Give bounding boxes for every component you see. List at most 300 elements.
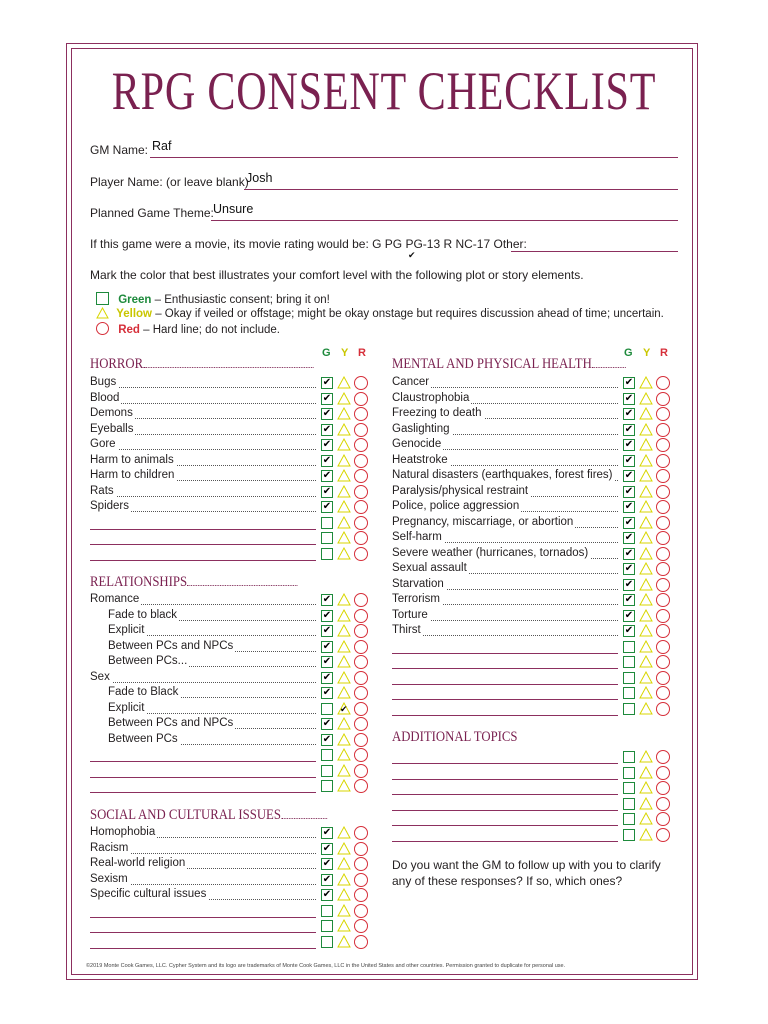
yellow-triangle-checkbox[interactable] — [639, 438, 653, 451]
yellow-triangle-checkbox[interactable] — [337, 935, 351, 948]
relationships-section-title — [90, 574, 298, 591]
yellow-triangle-checkbox[interactable] — [337, 547, 351, 560]
red-circle-checkbox[interactable] — [354, 593, 368, 607]
green-checkbox[interactable]: ✔ — [322, 640, 332, 652]
yellow-triangle-checkbox[interactable] — [337, 423, 351, 436]
red-circle-checkbox[interactable] — [656, 547, 670, 561]
item-label: Fade to Black — [108, 686, 179, 698]
green-square-icon — [96, 292, 109, 305]
yellow-triangle-icon — [96, 307, 109, 319]
gm-name-field[interactable] — [90, 139, 172, 157]
green-checkbox[interactable]: ✔ — [624, 609, 634, 621]
item-label: Police, police aggression — [392, 500, 520, 512]
item-label: Freezing to death — [392, 407, 482, 419]
red-circle-checkbox[interactable] — [656, 766, 670, 780]
red-circle-checkbox[interactable] — [656, 407, 670, 421]
yellow-triangle-checkbox[interactable] — [337, 516, 351, 529]
item-label: Cancer — [392, 376, 430, 388]
yellow-triangle-checkbox[interactable] — [639, 797, 653, 810]
blank-checklist-row — [392, 766, 673, 781]
item-label: Harm to children — [90, 469, 175, 481]
red-circle-checkbox[interactable] — [656, 812, 670, 826]
red-circle-checkbox[interactable] — [354, 873, 368, 887]
red-circle-checkbox[interactable] — [354, 640, 368, 654]
green-checkbox[interactable]: ✔ — [624, 470, 634, 481]
relationships-title-dots — [187, 585, 298, 586]
green-checkbox[interactable] — [623, 641, 635, 653]
movie-rating-field[interactable] — [90, 237, 527, 260]
checklist-row — [90, 655, 371, 670]
green-checkbox[interactable]: ✔ — [322, 842, 332, 854]
checklist-row — [90, 609, 371, 624]
item-label: Spiders — [90, 500, 129, 512]
yellow-triangle-checkbox[interactable] — [337, 609, 351, 622]
write-in-line[interactable] — [392, 779, 618, 780]
red-circle-checkbox[interactable] — [354, 779, 368, 793]
checklist-row — [392, 562, 673, 577]
red-circle-checkbox[interactable] — [656, 469, 670, 483]
checklist-row — [90, 500, 371, 515]
green-checkbox[interactable]: ✔ — [322, 687, 332, 698]
red-circle-checkbox[interactable] — [656, 531, 670, 545]
write-in-line[interactable] — [392, 699, 618, 700]
green-checkbox[interactable]: ✔ — [322, 485, 332, 497]
green-checkbox[interactable] — [321, 517, 333, 529]
red-circle-checkbox[interactable] — [656, 500, 670, 514]
yellow-triangle-checkbox[interactable] — [639, 624, 653, 637]
yellow-triangle-checkbox[interactable] — [639, 686, 653, 699]
checklist-row — [392, 392, 673, 407]
item-label: Sexual assault — [392, 562, 467, 574]
write-in-line[interactable] — [392, 715, 618, 716]
game-theme-label: Planned Game Theme: — [90, 206, 214, 220]
green-checkbox[interactable]: ✔ — [322, 827, 332, 838]
green-checkbox[interactable] — [321, 920, 333, 932]
green-checkbox[interactable]: ✔ — [322, 889, 332, 900]
write-in-line[interactable] — [392, 810, 618, 811]
red-circle-checkbox[interactable] — [354, 438, 368, 452]
green-checkbox[interactable] — [321, 703, 333, 715]
red-circle-checkbox[interactable] — [656, 671, 670, 685]
red-circle-checkbox[interactable] — [656, 423, 670, 437]
yellow-triangle-checkbox[interactable] — [639, 392, 653, 405]
green-checkbox[interactable]: ✔ — [624, 594, 634, 605]
write-in-line[interactable] — [392, 763, 618, 764]
yellow-triangle-checkbox[interactable] — [337, 624, 351, 637]
game-theme-line — [211, 206, 678, 221]
red-circle-checkbox[interactable] — [354, 500, 368, 514]
red-circle-checkbox[interactable] — [354, 671, 368, 685]
yellow-triangle-checkbox[interactable] — [639, 531, 653, 544]
right-header-g: G — [624, 347, 633, 359]
checklist-row — [90, 702, 371, 717]
yellow-triangle-checkbox[interactable] — [337, 686, 351, 699]
red-circle-checkbox[interactable] — [354, 935, 368, 949]
yellow-triangle-checkbox[interactable] — [639, 766, 653, 779]
red-circle-checkbox[interactable] — [656, 655, 670, 669]
yellow-triangle-checkbox[interactable] — [639, 578, 653, 591]
yellow-triangle-checkbox[interactable] — [639, 423, 653, 436]
yellow-triangle-checkbox[interactable] — [337, 842, 351, 855]
blank-checklist-row — [392, 797, 673, 812]
social-title-text: SOCIAL AND CULTURAL ISSUES — [90, 807, 281, 823]
green-checkbox[interactable] — [623, 751, 635, 763]
dotted-leader — [90, 449, 316, 450]
item-label: Gore — [90, 438, 116, 450]
yellow-triangle-checkbox[interactable] — [337, 531, 351, 544]
yellow-triangle-checkbox[interactable] — [337, 919, 351, 932]
red-circle-checkbox[interactable] — [354, 717, 368, 731]
green-checkbox[interactable]: ✔ — [322, 423, 332, 435]
red-circle-checkbox[interactable] — [656, 578, 670, 592]
yellow-triangle-checkbox[interactable] — [639, 407, 653, 420]
checklist-row — [392, 624, 673, 639]
item-label: Between PCs and NPCs — [108, 639, 234, 652]
write-in-line[interactable] — [392, 684, 618, 685]
left-header-g: G — [322, 347, 331, 359]
additional-section-title: ADDITIONAL TOPICS — [392, 729, 518, 745]
red-circle-checkbox[interactable] — [354, 531, 368, 545]
red-circle-checkbox[interactable] — [656, 562, 670, 576]
horror-section-title — [90, 356, 313, 373]
item-label: Starvation — [392, 577, 444, 590]
item-label: Claustrophobia — [392, 391, 470, 404]
checklist-row — [90, 423, 371, 438]
item-label: Between PCs — [108, 732, 178, 745]
yellow-triangle-checkbox[interactable] — [337, 717, 351, 730]
green-checkbox[interactable]: ✔ — [322, 454, 332, 466]
red-circle-checkbox[interactable] — [354, 904, 368, 918]
red-circle-checkbox[interactable] — [354, 655, 368, 669]
checklist-row — [90, 888, 371, 903]
legend-red: Red – Hard line; do not include. — [96, 322, 280, 336]
legend-red-text: Hard line; do not include. — [152, 324, 280, 336]
write-in-line[interactable] — [392, 825, 618, 826]
red-circle-checkbox[interactable] — [656, 686, 670, 700]
yellow-triangle-checkbox[interactable] — [337, 407, 351, 420]
movie-rating-label: If this game were a movie, its movie rating would be: G PG PG-13 R NC-17 Other: — [90, 237, 527, 251]
yellow-triangle-checkbox[interactable] — [639, 562, 653, 575]
checklist-row — [392, 593, 673, 608]
red-circle-checkbox[interactable] — [354, 748, 368, 762]
green-checkbox[interactable]: ✔ — [322, 625, 332, 636]
write-in-line[interactable] — [90, 529, 316, 530]
legend-yellow: Yellow – Okay if veiled or offstage; might be okay onstage but requires discussion ahead of time; uncertain. — [96, 307, 664, 320]
yellow-triangle-checkbox[interactable] — [639, 655, 653, 668]
yellow-triangle-checkbox[interactable] — [639, 828, 653, 841]
item-label: Torture — [392, 608, 428, 621]
blank-checklist-row — [392, 655, 673, 670]
green-checkbox[interactable]: ✔ — [624, 423, 634, 435]
write-in-line[interactable] — [90, 560, 316, 561]
red-circle-checkbox[interactable] — [354, 686, 368, 700]
gm-name-line — [150, 143, 678, 158]
write-in-line[interactable] — [90, 917, 316, 918]
yellow-triangle-checkbox[interactable] — [337, 392, 351, 405]
mental-title-dots — [592, 367, 626, 368]
player-name-line — [244, 175, 678, 190]
green-checkbox[interactable]: ✔ — [322, 594, 332, 605]
red-circle-checkbox[interactable] — [656, 750, 670, 764]
yellow-triangle-checkbox[interactable] — [639, 376, 653, 389]
write-in-line[interactable] — [90, 792, 316, 793]
yellow-triangle-checkbox[interactable] — [639, 671, 653, 684]
write-in-line[interactable] — [90, 777, 316, 778]
red-circle-checkbox[interactable] — [354, 423, 368, 437]
checklist-row — [392, 407, 673, 422]
item-label: Rats — [90, 484, 114, 497]
red-circle-checkbox[interactable] — [656, 609, 670, 623]
red-circle-checkbox[interactable] — [354, 919, 368, 933]
green-checkbox[interactable]: ✔ — [322, 671, 332, 683]
yellow-triangle-checkbox[interactable] — [639, 781, 653, 794]
checklist-row — [90, 640, 371, 655]
red-circle-checkbox[interactable] — [354, 857, 368, 871]
write-in-line[interactable] — [392, 841, 618, 842]
yellow-triangle-checkbox[interactable] — [639, 500, 653, 513]
right-header-y: Y — [643, 347, 651, 359]
write-in-line[interactable] — [90, 761, 316, 762]
yellow-triangle-checkbox[interactable] — [337, 904, 351, 917]
red-circle-checkbox[interactable] — [354, 842, 368, 856]
yellow-triangle-checkbox[interactable] — [337, 485, 351, 498]
green-checkbox[interactable] — [321, 548, 333, 560]
green-checkbox[interactable]: ✔ — [322, 377, 332, 388]
yellow-triangle-checkbox[interactable] — [337, 702, 351, 715]
green-checkbox[interactable] — [321, 765, 333, 777]
green-checkbox[interactable]: ✔ — [624, 439, 634, 450]
yellow-triangle-checkbox[interactable] — [337, 438, 351, 451]
green-checkbox[interactable] — [321, 780, 333, 792]
svg-text:✔: ✔ — [340, 703, 348, 714]
green-checkbox[interactable]: ✔ — [624, 408, 634, 419]
red-circle-checkbox[interactable] — [354, 485, 368, 499]
red-circle-checkbox[interactable] — [354, 469, 368, 483]
red-circle-checkbox[interactable] — [656, 702, 670, 716]
blank-checklist-row — [90, 516, 371, 531]
game-theme-field[interactable] — [90, 202, 254, 220]
yellow-triangle-checkbox[interactable] — [337, 857, 351, 870]
green-checkbox[interactable]: ✔ — [624, 563, 634, 574]
item-label: Blood — [90, 391, 120, 404]
write-in-line[interactable] — [392, 668, 618, 669]
yellow-triangle-checkbox[interactable] — [337, 500, 351, 513]
yellow-triangle-checkbox[interactable] — [337, 376, 351, 389]
write-in-line[interactable] — [90, 932, 316, 933]
green-checkbox[interactable] — [623, 829, 635, 841]
green-checkbox[interactable]: ✔ — [322, 718, 332, 729]
green-checkbox[interactable] — [623, 672, 635, 684]
yellow-triangle-checkbox[interactable] — [639, 702, 653, 715]
checklist-row — [392, 454, 673, 469]
green-checkbox[interactable]: ✔ — [624, 501, 634, 512]
red-circle-checkbox[interactable] — [354, 547, 368, 561]
yellow-triangle-checkbox[interactable] — [639, 593, 653, 606]
item-label: Self-harm — [392, 531, 442, 543]
blank-checklist-row — [90, 904, 371, 919]
yellow-triangle-checkbox[interactable] — [337, 671, 351, 684]
item-label: Racism — [90, 841, 129, 854]
green-checkbox[interactable] — [623, 703, 635, 715]
red-circle-checkbox[interactable] — [354, 702, 368, 716]
green-checkbox[interactable]: ✔ — [322, 470, 332, 481]
checklist-row — [392, 500, 673, 515]
blank-checklist-row — [90, 919, 371, 934]
game-theme-value: Unsure — [213, 202, 254, 216]
item-label: Explicit — [108, 701, 145, 714]
item-label: Eyeballs — [90, 422, 134, 435]
yellow-triangle-checkbox[interactable] — [337, 733, 351, 746]
red-circle-checkbox[interactable] — [354, 624, 368, 638]
green-checkbox[interactable]: ✔ — [322, 733, 332, 745]
mental-section-title — [392, 356, 626, 373]
yellow-triangle-checkbox[interactable] — [639, 750, 653, 763]
write-in-line[interactable] — [90, 948, 316, 949]
item-label: Severe weather (hurricanes, tornados) — [392, 546, 589, 559]
green-checkbox[interactable]: ✔ — [624, 625, 634, 636]
blank-checklist-row — [392, 640, 673, 655]
item-label: Natural disasters (earthquakes, forest fires) — [392, 469, 613, 481]
legend-green-name: Green — [118, 294, 152, 306]
yellow-triangle-checkbox[interactable] — [639, 516, 653, 529]
copyright-footer: ©2019 Monte Cook Games, LLC. Cypher System and its logo are trademarks of Monte Cook Games, LLC in the United States and other countries. Permission granted to duplicate for personal use. — [86, 963, 566, 969]
red-circle-icon — [96, 322, 109, 335]
green-checkbox[interactable] — [321, 532, 333, 544]
instructions: Mark the color that best illustrates your comfort level with the following plot or story elements. — [90, 268, 584, 282]
checklist-row — [392, 609, 673, 624]
write-in-line[interactable] — [90, 544, 316, 545]
green-checkbox[interactable]: ✔ — [624, 532, 634, 543]
right-header-r: R — [660, 347, 668, 359]
checklist-row — [392, 438, 673, 453]
checklist-row — [90, 376, 371, 391]
yellow-triangle-checkbox[interactable] — [337, 826, 351, 839]
green-checkbox[interactable]: ✔ — [624, 516, 634, 528]
red-circle-checkbox[interactable] — [656, 454, 670, 468]
gm-name-value: Raf — [152, 139, 172, 153]
red-circle-checkbox[interactable] — [354, 764, 368, 778]
red-circle-checkbox[interactable] — [656, 828, 670, 842]
yellow-triangle-checkbox[interactable] — [337, 748, 351, 761]
green-checkbox[interactable] — [623, 813, 635, 825]
red-circle-checkbox[interactable] — [354, 376, 368, 390]
yellow-triangle-checkbox[interactable] — [337, 454, 351, 467]
player-name-field[interactable] — [90, 171, 273, 189]
green-checkbox[interactable] — [321, 905, 333, 917]
green-checkbox[interactable]: ✔ — [624, 578, 634, 590]
checklist-row — [392, 547, 673, 562]
red-circle-checkbox[interactable] — [656, 624, 670, 638]
yellow-triangle-checkbox[interactable] — [639, 469, 653, 482]
item-label: Homophobia — [90, 826, 156, 838]
red-circle-checkbox[interactable] — [354, 454, 368, 468]
yellow-triangle-checkbox[interactable] — [639, 812, 653, 825]
green-checkbox[interactable]: ✔ — [322, 609, 332, 621]
red-circle-checkbox[interactable] — [656, 438, 670, 452]
red-circle-checkbox[interactable] — [354, 516, 368, 530]
green-checkbox[interactable] — [623, 767, 635, 779]
red-circle-checkbox[interactable] — [656, 376, 670, 390]
yellow-triangle-checkbox[interactable] — [639, 640, 653, 653]
green-checkbox[interactable]: ✔ — [624, 485, 634, 497]
red-circle-checkbox[interactable] — [656, 781, 670, 795]
green-checkbox[interactable] — [623, 656, 635, 668]
checklist-row — [90, 624, 371, 639]
red-circle-checkbox[interactable] — [354, 826, 368, 840]
item-label: Between PCs... — [108, 655, 188, 667]
green-checkbox[interactable]: ✔ — [322, 501, 332, 512]
green-checkbox[interactable] — [623, 798, 635, 810]
yellow-triangle-checkbox[interactable] — [337, 469, 351, 482]
checklist-row — [90, 485, 371, 500]
yellow-triangle-checkbox[interactable] — [337, 764, 351, 777]
red-circle-checkbox[interactable] — [656, 392, 670, 406]
red-circle-checkbox[interactable] — [354, 392, 368, 406]
yellow-triangle-checkbox[interactable] — [337, 779, 351, 792]
red-circle-checkbox[interactable] — [656, 640, 670, 654]
green-checkbox[interactable] — [623, 782, 635, 794]
green-checkbox[interactable]: ✔ — [322, 408, 332, 419]
blank-checklist-row — [392, 812, 673, 827]
green-checkbox[interactable]: ✔ — [624, 392, 634, 404]
item-label: Paralysis/physical restraint — [392, 484, 529, 497]
yellow-triangle-checkbox[interactable] — [337, 593, 351, 606]
yellow-triangle-checkbox[interactable] — [337, 888, 351, 901]
write-in-line[interactable] — [392, 794, 618, 795]
green-checkbox[interactable]: ✔ — [322, 873, 332, 885]
green-checkbox[interactable] — [321, 936, 333, 948]
item-label: Heatstroke — [392, 453, 448, 466]
yellow-triangle-checkbox[interactable] — [639, 609, 653, 622]
yellow-triangle-checkbox[interactable] — [337, 873, 351, 886]
checklist-row — [90, 469, 371, 484]
red-circle-checkbox[interactable] — [354, 609, 368, 623]
checklist-row — [90, 873, 371, 888]
yellow-triangle-checkbox[interactable] — [639, 547, 653, 560]
red-circle-checkbox[interactable] — [656, 593, 670, 607]
checklist-row — [90, 392, 371, 407]
blank-checklist-row — [90, 779, 371, 794]
checklist-row — [90, 671, 371, 686]
green-checkbox[interactable]: ✔ — [322, 392, 332, 404]
red-circle-checkbox[interactable] — [656, 516, 670, 530]
green-checkbox[interactable] — [623, 687, 635, 699]
green-checkbox[interactable]: ✔ — [624, 547, 634, 559]
green-checkbox[interactable]: ✔ — [322, 439, 332, 450]
red-circle-checkbox[interactable] — [354, 888, 368, 902]
red-circle-checkbox[interactable] — [656, 485, 670, 499]
red-circle-checkbox[interactable] — [656, 797, 670, 811]
movie-rating-other-line — [511, 237, 678, 252]
legend-yellow-text: Okay if veiled or offstage; might be okay onstage but requires discussion ahead of time; uncertain. — [164, 308, 664, 320]
yellow-triangle-checkbox[interactable] — [639, 454, 653, 467]
yellow-triangle-checkbox[interactable] — [639, 485, 653, 498]
horror-title-dots — [143, 367, 313, 368]
green-checkbox[interactable]: ✔ — [624, 454, 634, 466]
item-label: Specific cultural issues — [90, 888, 207, 900]
green-checkbox[interactable]: ✔ — [322, 858, 332, 869]
write-in-line[interactable] — [392, 653, 618, 654]
yellow-triangle-checkbox[interactable] — [337, 655, 351, 668]
green-checkbox[interactable] — [321, 749, 333, 761]
red-circle-checkbox[interactable] — [354, 733, 368, 747]
blank-checklist-row — [90, 748, 371, 763]
blank-checklist-row — [392, 781, 673, 796]
yellow-triangle-checkbox[interactable] — [337, 640, 351, 653]
green-checkbox[interactable]: ✔ — [624, 377, 634, 388]
green-checkbox[interactable]: ✔ — [322, 656, 332, 667]
red-circle-checkbox[interactable] — [354, 407, 368, 421]
